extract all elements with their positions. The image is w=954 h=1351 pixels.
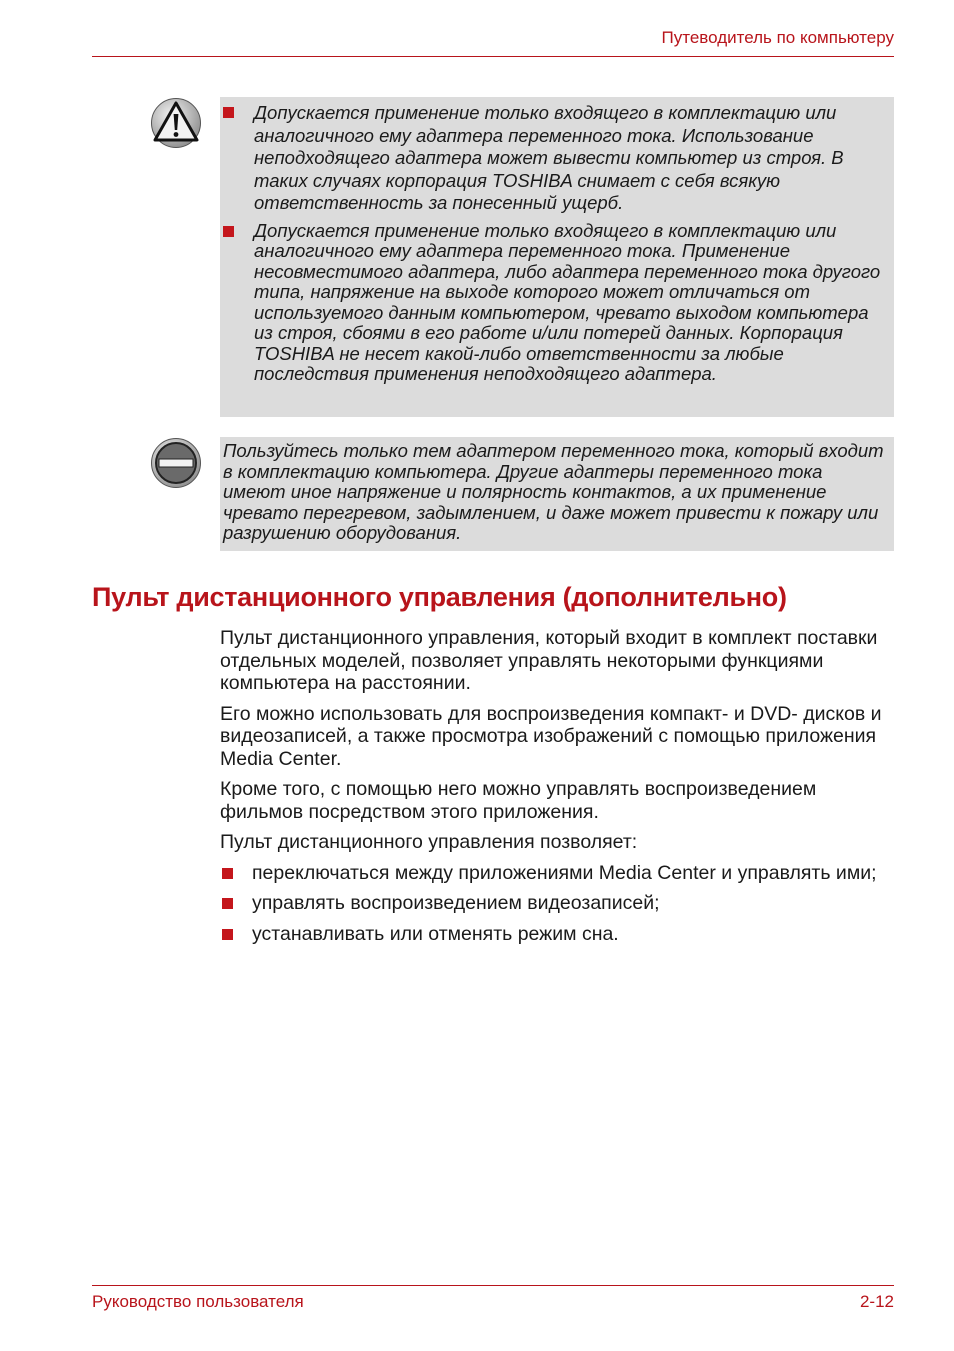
running-header: Путеводитель по компьютеру bbox=[661, 28, 894, 47]
stop-circle-icon bbox=[150, 437, 202, 489]
section-body bbox=[220, 627, 894, 953]
list-item: устанавливать или отменять режим сна. bbox=[220, 923, 894, 946]
bullet-square-icon bbox=[222, 868, 233, 879]
warning-item: Допускается применение только входящего в комплектацию или аналогичного ему адаптера переменного тока. Использование неподходящего адаптера может вывести компьютер из строя. В таких случаях корпорация TOSHIBA снимает с себя всякую ответственность за понесенный ущерб. bbox=[220, 102, 886, 215]
paragraph: Пульт дистанционного управления позволяет: bbox=[220, 831, 638, 853]
bullet-square-icon bbox=[222, 929, 233, 940]
paragraph: Кроме того, с помощью него можно управлять воспроизведением фильмов посредством этого приложения. bbox=[220, 778, 817, 823]
bullet-square-icon bbox=[223, 107, 234, 118]
feature-list bbox=[220, 862, 894, 946]
page-number: 2-12 bbox=[859, 1292, 894, 1311]
footer-title: Руководство пользователя bbox=[92, 1292, 304, 1311]
warning-triangle-icon bbox=[150, 97, 202, 149]
list-item: переключаться между приложениями Media Center и управлять ими; bbox=[220, 862, 894, 885]
section-title: Пульт дистанционного управления (дополнительно) bbox=[92, 582, 787, 612]
footer-rule bbox=[92, 1285, 894, 1286]
warning-note bbox=[220, 97, 894, 417]
paragraph: Пульт дистанционного управления, который входит в комплект поставки отдельных моделей, позволяет управлять некоторыми функциями компьютера на расстоянии. bbox=[220, 627, 878, 694]
caution-note: Пользуйтесь только тем адаптером переменного тока, который входит в комплектацию компьютера. Другие адаптеры переменного тока имеют иное напряжение и полярность контактов, а их применение чревато перегревом, задымлением, и даже может привести к пожару или разрушению оборудования. bbox=[220, 437, 894, 551]
bullet-square-icon bbox=[223, 226, 234, 237]
paragraph: Его можно использовать для воспроизведения компакт- и DVD- дисков и видеозаписей, а также просмотра изображений с помощью приложения Media Center. bbox=[220, 702, 882, 770]
list-item: управлять воспроизведением видеозаписей; bbox=[220, 892, 894, 915]
bullet-square-icon bbox=[222, 898, 233, 909]
warning-item: Допускается применение только входящего в комплектацию или аналогичного ему адаптера переменного тока. Применение несовместимого адаптера, либо адаптера переменного тока другого типа, напряжение на выходе которого может отличаться от используемого данным компьютером, чревато выходом компьютера из строя, сбоями в его работе и/или потерей данных. Корпорация TOSHIBA не несет какой-либо ответственности за любые последствия применения неподходящего адаптера. bbox=[220, 221, 886, 385]
header-rule bbox=[92, 56, 894, 57]
